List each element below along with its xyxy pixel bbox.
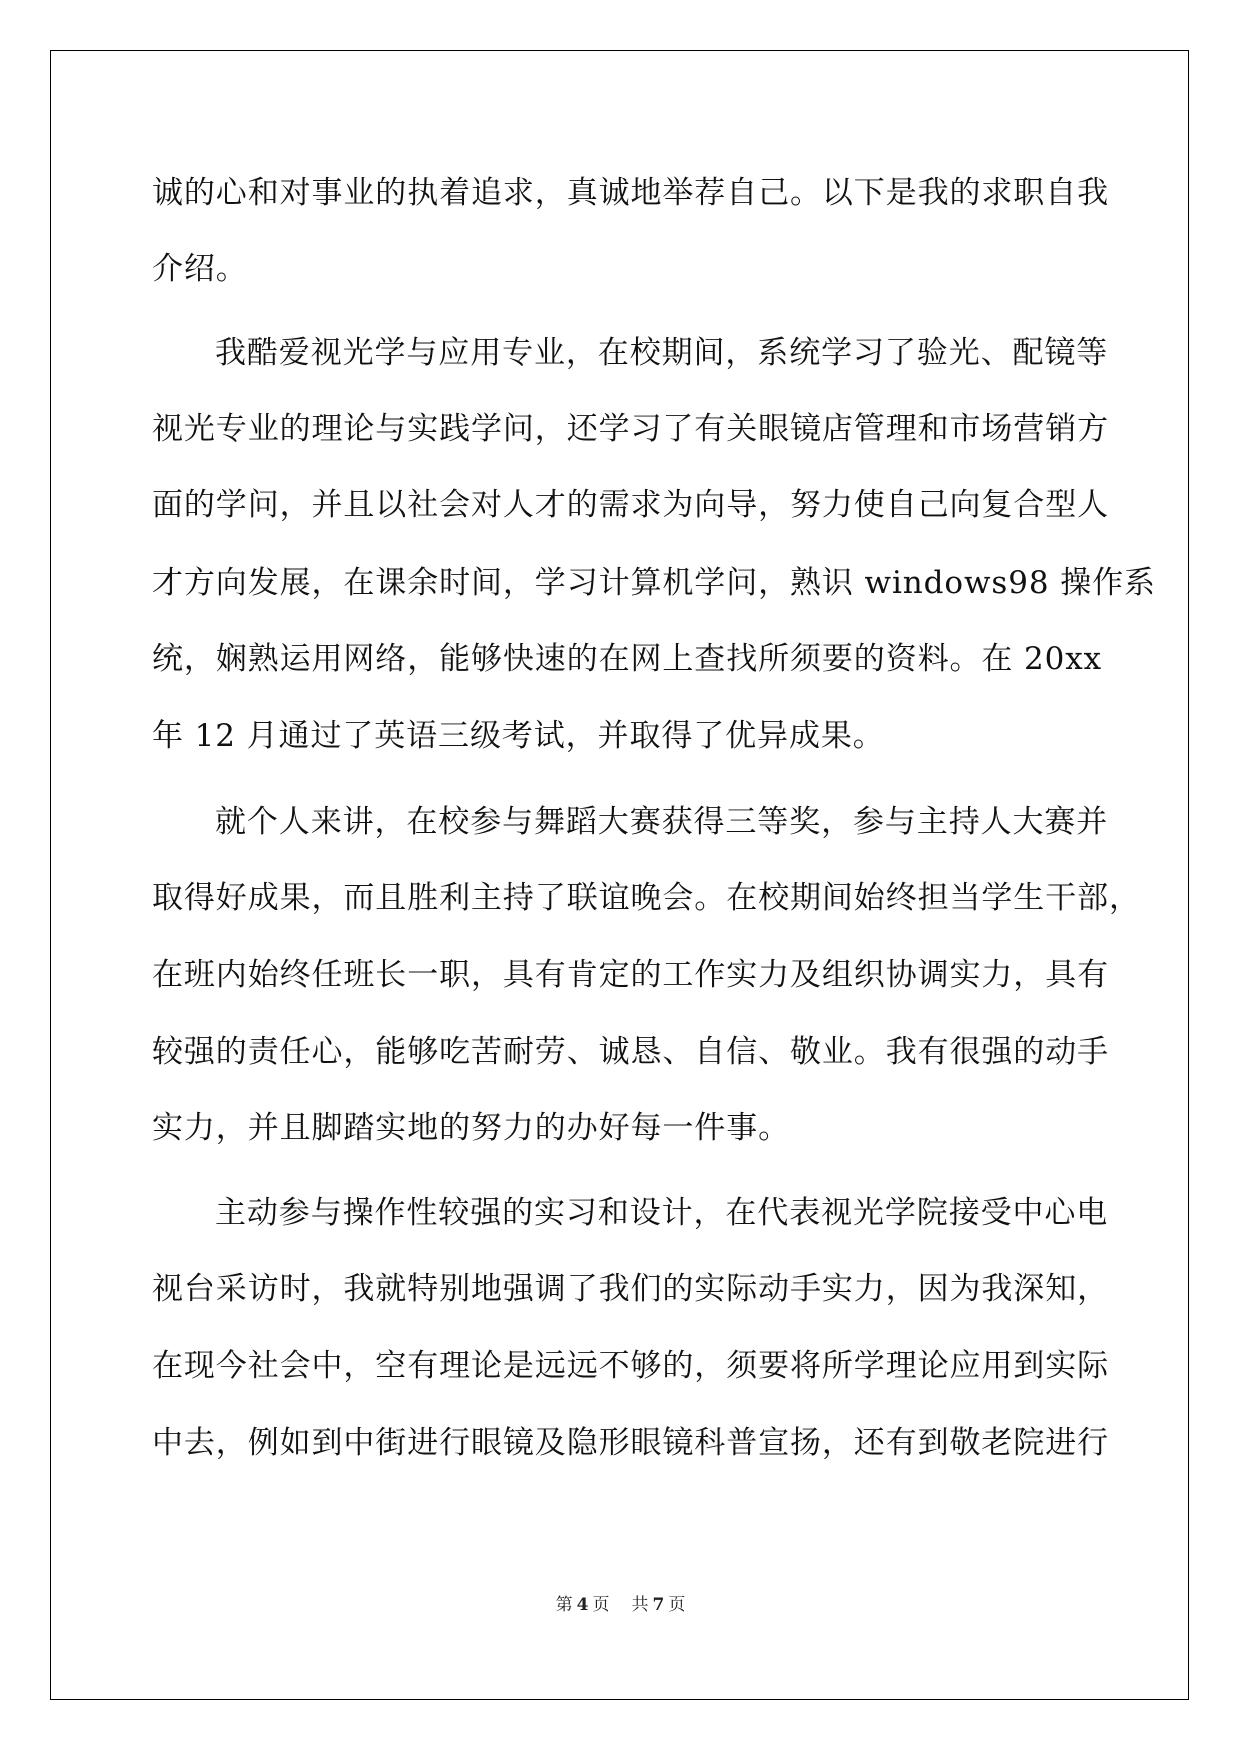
text-line: 视光专业的理论与实践学问，还学习了有关眼镜店管理和市场营销方 (152, 411, 1109, 447)
text-line: 统，娴熟运用网络，能够快速的在网上查找所须要的资料。在 20xx (152, 641, 1103, 677)
paragraph-first-line: 就个人来讲，在校参与舞蹈大赛获得三等奖，参与主持人大赛并 (215, 804, 1109, 840)
text-line: 才方向发展，在课余时间，学习计算机学问，熟识 windows98 操作系 (152, 565, 1156, 601)
text-line: 介绍。 (152, 251, 248, 287)
footer-total-suffix: 页 (668, 1595, 686, 1615)
paragraph-first-line: 我酷爱视光学与应用专业，在校期间，系统学习了验光、配镜等 (215, 335, 1109, 371)
text-line: 实力，并且脚踏实地的努力的办好每一件事。 (152, 1110, 790, 1146)
text-line: 面的学问，并且以社会对人才的需求为向导，努力使自己向复合型人 (152, 487, 1109, 523)
text-line: 在现今社会中，空有理论是远远不够的，须要将所学理论应用到实际 (152, 1348, 1109, 1384)
text-line: 诚的心和对事业的执着追求，真诚地举荐自己。以下是我的求职自我 (152, 175, 1109, 211)
footer-total-prefix: 共 (631, 1595, 649, 1615)
text-line: 年 12 月通过了英语三级考试，并取得了优异成果。 (152, 718, 885, 754)
text-line: 视台采访时，我就特别地强调了我们的实际动手实力，因为我深知， (152, 1271, 1109, 1307)
footer-page-suffix: 页 (592, 1595, 610, 1615)
page-footer (0, 1590, 1241, 1620)
footer-page-number: 4 (576, 1595, 589, 1615)
footer-page-prefix: 第 (555, 1595, 573, 1615)
text-line: 在班内始终任班长一职，具有肯定的工作实力及组织协调实力，具有 (152, 957, 1109, 993)
text-line: 较强的责任心，能够吃苦耐劳、诚恳、自信、敬业。我有很强的动手 (152, 1034, 1109, 1070)
text-line: 取得好成果，而且胜利主持了联谊晚会。在校期间始终担当学生干部， (152, 880, 1141, 916)
footer-page-total: 7 (652, 1595, 665, 1615)
text-line: 中去，例如到中街进行眼镜及隐形眼镜科普宣扬，还有到敬老院进行 (152, 1425, 1109, 1461)
paragraph-first-line: 主动参与操作性较强的实习和设计，在代表视光学院接受中心电 (215, 1195, 1109, 1231)
